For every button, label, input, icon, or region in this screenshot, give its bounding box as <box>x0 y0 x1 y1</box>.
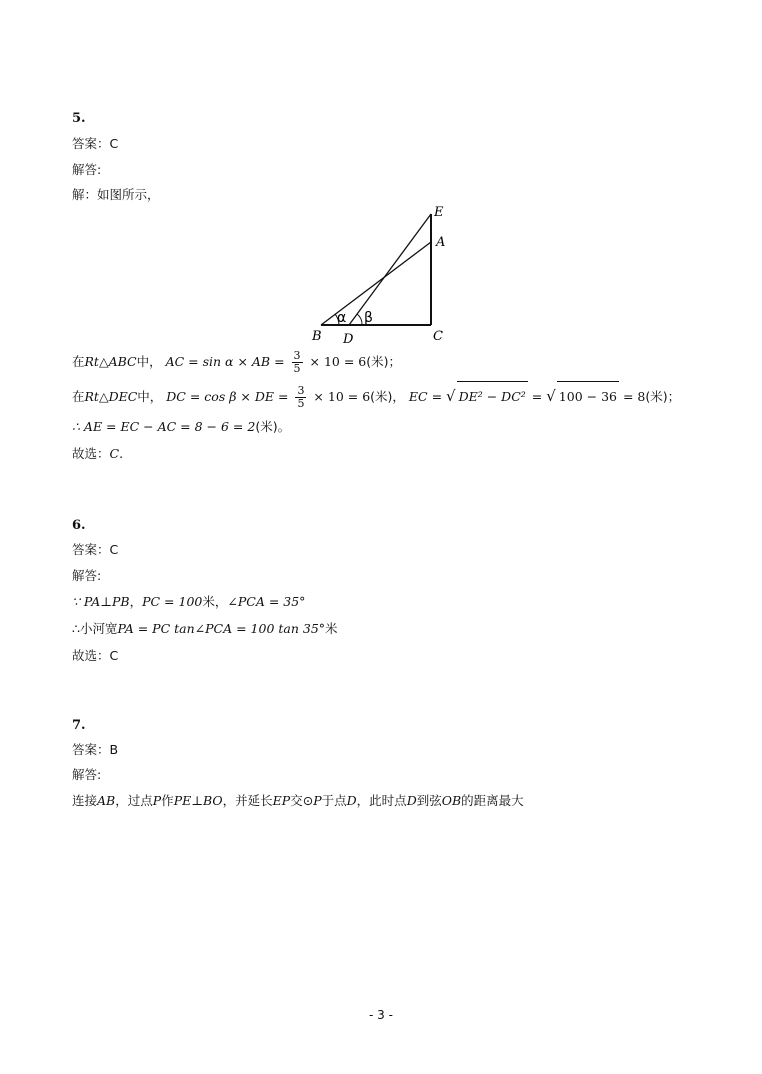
q6-line2: ∴小河宽PA = PC tan∠PCA = 100 tan 35°米 <box>72 621 338 636</box>
q7-solution-label: 解答: <box>72 767 102 782</box>
q6-choose: 故选：C <box>72 648 119 663</box>
q7-number: 7. <box>72 718 86 733</box>
q5-answer: 答案：C <box>72 136 119 151</box>
q5-number: 5. <box>72 111 86 126</box>
q6-solution-label: 解答: <box>72 568 102 583</box>
label-beta: β <box>364 310 373 326</box>
label-c: C <box>433 329 443 344</box>
q5-solution-label: 解答: <box>72 162 102 177</box>
fraction-3-5: $\frac{3}{5}$ <box>297 384 305 410</box>
fraction-3-5: $\frac{3}{5}$ <box>293 349 301 375</box>
q5-choose: 故选：C. <box>72 446 124 461</box>
q5-line1: 在Rt△ABC中， AC = sin α × AB = $\frac{3}{5}$ × 10 = 6(米)； <box>72 349 402 375</box>
q5-line3: ∴ AE = EC − AC = 8 − 6 = 2(米)。 <box>72 419 291 434</box>
q5-line2: 在Rt△DEC中， DC = cos β × DE = $\frac{3}{5}$ × 10 = 6(米)， EC = √ DE² − DC² = √ 100 − 36 = 8(米)； <box>72 381 680 412</box>
segment-de <box>349 214 431 325</box>
q7-answer: 答案：B <box>72 742 119 757</box>
angle-beta-arc <box>357 314 362 325</box>
q6-number: 6. <box>72 518 86 533</box>
q5-intro: 解：如图所示， <box>72 187 160 202</box>
q6-line1: ∵ PA⊥PB，PC = 100米，∠PCA = 35° <box>72 594 306 609</box>
page-number: - 3 - <box>369 1008 393 1022</box>
label-e: E <box>434 205 444 220</box>
triangle-figure <box>306 200 466 345</box>
label-alpha: α <box>337 310 347 326</box>
label-b: B <box>312 329 322 344</box>
label-d: D <box>343 332 354 345</box>
q6-answer: 答案：C <box>72 542 119 557</box>
label-a: A <box>436 235 446 250</box>
q7-line1: 连接AB，过点P作PE⊥BO，并延长EP交⊙P于点D，此时点D到弦OB的距离最大 <box>72 793 524 808</box>
